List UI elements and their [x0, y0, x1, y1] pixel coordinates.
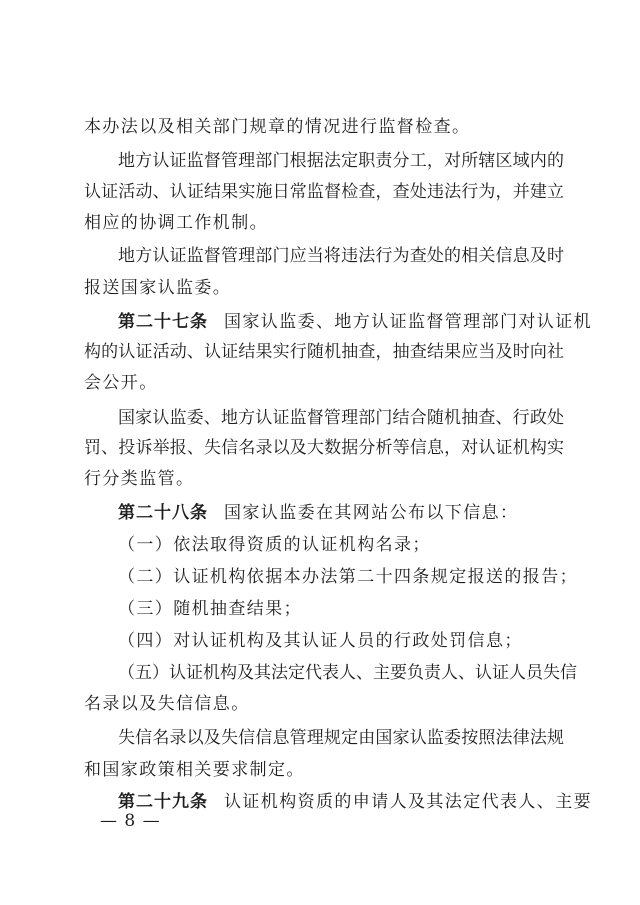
- paragraph-line: 地方认证监督管理部门应当将违法行为查处的相关信息及时: [118, 246, 564, 266]
- article-heading: 第二十九条: [118, 792, 208, 812]
- paragraph-line: 构的认证活动、认证结果实行随机抽查，抽查结果应当及时向社: [84, 342, 564, 362]
- article-heading: 第二十八条: [118, 503, 208, 523]
- paragraph-line: 相应的协调工作机制。: [84, 213, 268, 233]
- article-text: 国家认监委在其网站公布以下信息：: [224, 503, 519, 523]
- paragraph-line: 行分类监管。: [84, 469, 195, 489]
- paragraph-line: 报送国家认监委。: [84, 278, 232, 298]
- article-27-first-line: [118, 311, 592, 333]
- list-item-continuation: 名录以及失信信息。: [84, 694, 250, 714]
- article-29-first-line: [118, 791, 592, 813]
- article-text: 认证机构资质的申请人及其法定代表人、主要: [224, 792, 592, 812]
- list-item: （五）认证机构及其法定代表人、主要负责人、认证人员失信: [118, 663, 577, 683]
- paragraph-line: 失信名录以及失信信息管理规定由国家认监委按照法律法规: [118, 728, 564, 748]
- list-item: （四）对认证机构及其认证人员的行政处罚信息；: [118, 631, 523, 651]
- article-text: 国家认监委、地方认证监督管理部门对认证机: [224, 312, 592, 332]
- paragraph-line: 认证活动、认证结果实施日常监督检查，查处违法行为，并建立: [84, 182, 564, 202]
- list-item: （二）认证机构依据本办法第二十四条规定报送的报告；: [118, 567, 578, 587]
- article-heading: 第二十七条: [118, 312, 208, 332]
- paragraph-line: 和国家政策相关要求制定。: [84, 760, 305, 780]
- paragraph-continuation-line: 本办法以及相关部门规章的情况进行监督检查。: [84, 117, 471, 137]
- paragraph-line: 国家认监委、地方认证监督管理部门结合随机抽查、行政处: [118, 408, 564, 428]
- paragraph-line: 会公开。: [84, 373, 158, 393]
- list-item: （三）随机抽查结果；: [118, 599, 302, 619]
- article-28-first-line: [118, 502, 564, 524]
- paragraph-line: 地方认证监督管理部门根据法定职责分工，对所辖区域内的: [118, 151, 564, 171]
- list-item: （一）依法取得资质的认证机构名录；: [118, 535, 431, 555]
- page-number: — 8 —: [100, 811, 161, 831]
- paragraph-line: 罚、投诉举报、失信名录以及大数据分析等信息，对认证机构实: [84, 438, 564, 458]
